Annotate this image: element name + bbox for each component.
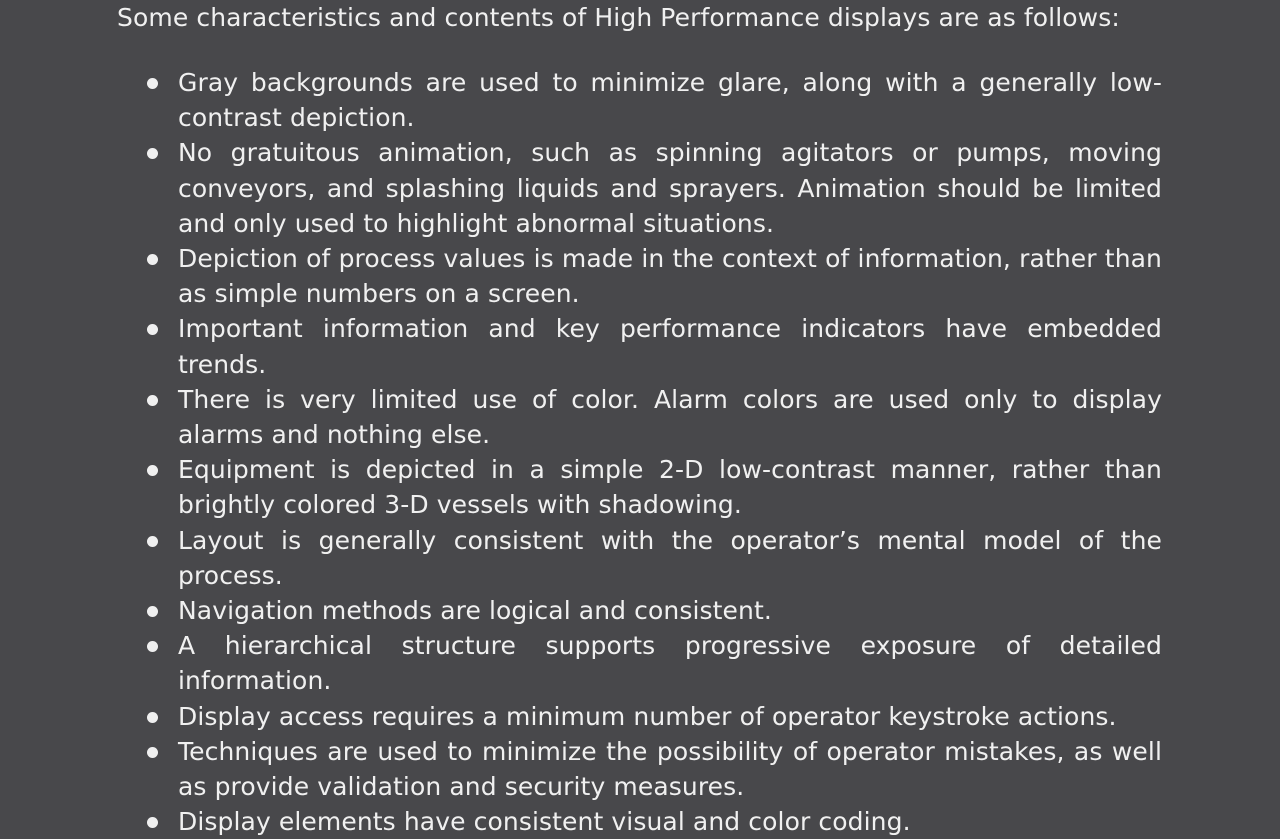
bullet-icon: [147, 324, 158, 335]
list-item-text: Equipment is depicted in a simple 2-D low-contrast manner, rather than brightly colored 3-D vessels with shadowing.: [178, 455, 1162, 520]
list-item-text: Gray backgrounds are used to minimize glare, along with a generally low-contrast depiction.: [178, 68, 1162, 133]
bullet-icon: [147, 395, 158, 406]
list-item: [178, 452, 1162, 522]
characteristics-list: [178, 65, 1162, 839]
list-item: [178, 593, 1162, 628]
list-item-text: Display elements have consistent visual and color coding.: [178, 807, 911, 837]
list-item: [178, 628, 1162, 698]
list-item: [178, 241, 1162, 311]
list-item-text: Depiction of process values is made in the context of information, rather than as simple numbers on a screen.: [178, 244, 1162, 309]
intro-paragraph: Some characteristics and contents of High Performance displays are as follows:: [117, 3, 1120, 32]
list-item-text: Display access requires a minimum number of operator keystroke actions.: [178, 701, 1117, 731]
bullet-icon: [147, 536, 158, 547]
bullet-icon: [147, 747, 158, 758]
list-item: [178, 135, 1162, 241]
list-item-text: Navigation methods are logical and consistent.: [178, 596, 772, 626]
list-item: [178, 523, 1162, 593]
list-item-text: Important information and key performance indicators have embedded trends.: [178, 314, 1162, 379]
list-item: [178, 734, 1162, 804]
bullet-icon: [147, 606, 158, 617]
bullet-icon: [147, 78, 158, 89]
list-item: [178, 804, 1162, 839]
bullet-icon: [147, 465, 158, 476]
bullet-icon: [147, 817, 158, 828]
list-item-text: Layout is generally consistent with the operator’s mental model of the process.: [178, 525, 1162, 590]
bullet-icon: [147, 641, 158, 652]
list-item: [178, 65, 1162, 135]
bullet-icon: [147, 254, 158, 265]
list-item-text: A hierarchical structure supports progressive exposure of detailed information.: [178, 631, 1162, 696]
list-item-text: There is very limited use of color. Alarm colors are used only to display alarms and nothing else.: [178, 384, 1162, 450]
list-item: [178, 382, 1162, 452]
list-item-text: Techniques are used to minimize the possibility of operator mistakes, as well as provide validation and security measures.: [178, 736, 1162, 802]
list-item-text: No gratuitous animation, such as spinning agitators or pumps, moving conveyors, and splashing liquids and sprayers. Animation should be limited and only used to highlight abnormal situations.: [178, 138, 1162, 238]
list-item: [178, 311, 1162, 381]
bullet-icon: [147, 148, 158, 159]
list-item: [178, 699, 1162, 734]
bullet-icon: [147, 712, 158, 723]
